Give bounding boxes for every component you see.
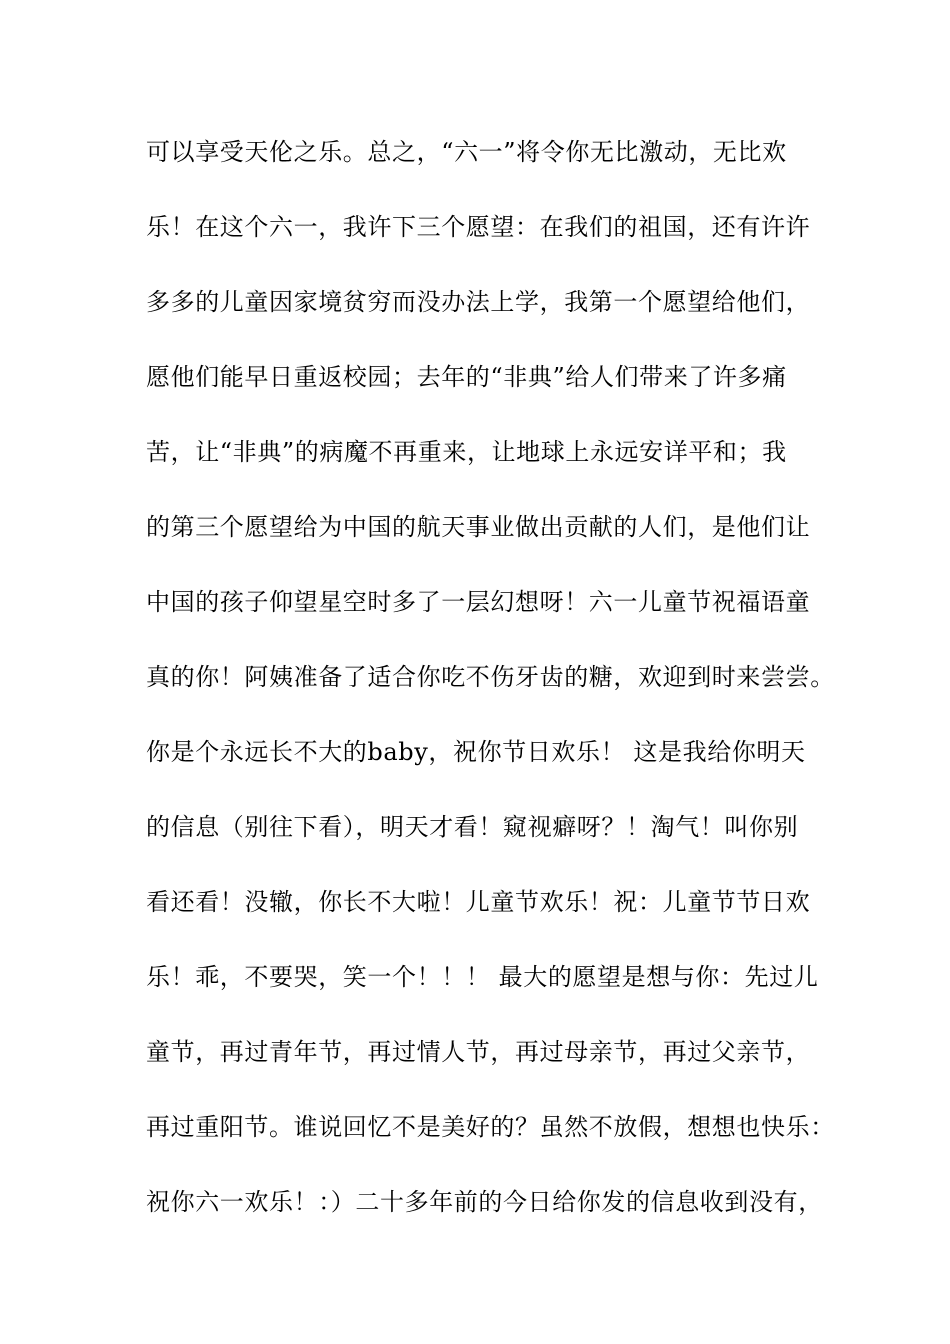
text-line: 愿他们能早日重返校园；去年的“非典”给人们带来了许多痛	[146, 363, 787, 391]
text-line: 中国的孩子仰望星空时多了一层幻想呀！六一儿童节祝福语童	[146, 588, 811, 616]
text-line: 的信息（别往下看），明天才看！窥视癖呀？！淘气！叫你别	[146, 813, 799, 841]
text-line: 多多的儿童因家境贫穷而没办法上学，我第一个愿望给他们，	[146, 288, 811, 316]
text-line: 童节，再过青年节，再过情人节，再过母亲节，再过父亲节，	[146, 1038, 811, 1066]
text-line: 祝你六一欢乐！：）二十多年前的今日给你发的信息收到没有，	[146, 1188, 823, 1216]
text-line: 乐！在这个六一，我许下三个愿望：在我们的祖国，还有许许	[146, 213, 811, 241]
text-line: 可以享受天伦之乐。总之，“六一”将令你无比激动，无比欢	[146, 138, 787, 166]
text-line: 再过重阳节。谁说回忆不是美好的？虽然不放假，想想也快乐：	[146, 1113, 835, 1141]
text-body	[146, 128, 836, 1253]
text-line: 乐！乖，不要哭，笑一个！！！ 最大的愿望是想与你：先过儿	[146, 963, 819, 991]
text-line: 真的你！阿姨准备了适合你吃不伤牙齿的糖，欢迎到时来尝尝。	[146, 663, 835, 691]
text-line: 看还看！没辙，你长不大啦！儿童节欢乐！祝：儿童节节日欢	[146, 888, 811, 916]
text-line: 的第三个愿望给为中国的航天事业做出贡献的人们，是他们让	[146, 513, 811, 541]
text-line: 你是个永远长不大的baby，祝你节日欢乐！ 这是我给你明天	[146, 738, 806, 766]
text-line: 苦，让“非典”的病魔不再重来，让地球上永远安详平和；我	[146, 438, 787, 466]
